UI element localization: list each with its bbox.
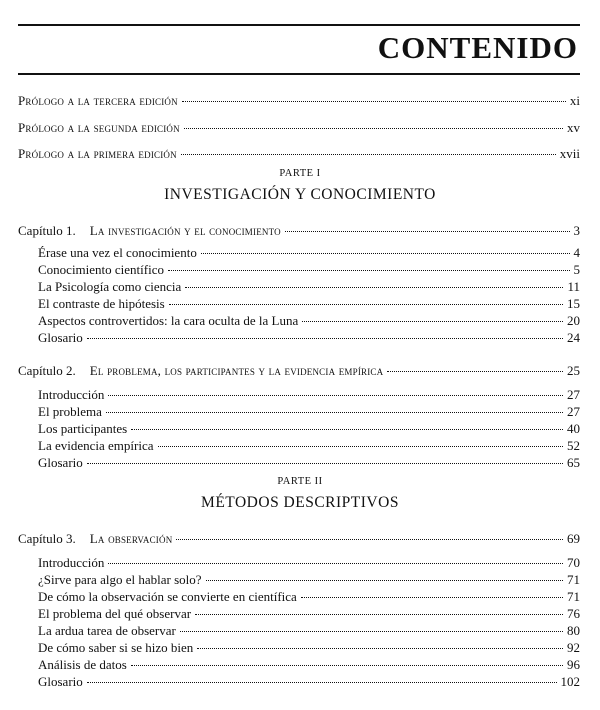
- dot-leader: [168, 269, 570, 271]
- toc-entry-page: 71: [567, 572, 580, 587]
- toc-chapter-2[interactable]: [18, 362, 580, 380]
- toc-entry-page: 76: [567, 606, 580, 621]
- dot-leader: [184, 127, 563, 129]
- toc-entry-page: xvii: [559, 146, 580, 161]
- toc-entry-label: Prólogo a la tercera edición: [18, 93, 178, 108]
- toc-entry-page: 96: [567, 657, 580, 672]
- toc-section-label: Glosario: [38, 330, 83, 345]
- toc-section-label: Los participantes: [38, 421, 128, 436]
- toc-entry-page: 27: [567, 387, 580, 402]
- top-rule: [18, 24, 580, 26]
- dot-leader: [106, 411, 563, 413]
- toc-section[interactable]: [38, 454, 580, 472]
- toc-entry-page: 80: [567, 623, 580, 638]
- toc-entry-page: 24: [567, 330, 580, 345]
- dot-leader: [197, 647, 563, 649]
- toc-section[interactable]: [38, 295, 580, 313]
- toc-entry-prologue-first[interactable]: [18, 145, 580, 163]
- toc-section-label: El problema: [38, 404, 102, 419]
- toc-section-label: De cómo saber si se hizo bien: [38, 640, 194, 655]
- part-title: INVESTIGACIÓN Y CONOCIMIENTO: [164, 186, 436, 203]
- dot-leader: [87, 681, 557, 683]
- toc-chapter-1[interactable]: [18, 222, 580, 240]
- toc-section-label: ¿Sirve para algo el hablar solo?: [38, 572, 202, 587]
- toc-section[interactable]: [38, 312, 580, 330]
- toc-section[interactable]: [38, 386, 580, 404]
- dot-leader: [158, 445, 564, 447]
- toc-section-label: La ardua tarea de observar: [38, 623, 176, 638]
- toc-section-label: El contraste de hipótesis: [38, 296, 165, 311]
- chapter-number: Capítulo 2.: [18, 363, 76, 378]
- toc-entry-prologue-third[interactable]: [18, 92, 580, 110]
- toc-section[interactable]: [38, 656, 580, 674]
- part-label: PARTE II: [277, 476, 323, 487]
- toc-entry-page: 71: [567, 589, 580, 604]
- toc-section[interactable]: [38, 571, 580, 589]
- toc-entry-page: 3: [573, 223, 580, 238]
- toc-section-label: Introducción: [38, 555, 105, 570]
- toc-section-label: Glosario: [38, 455, 83, 470]
- dot-leader: [301, 596, 563, 598]
- toc-section-label: Aspectos controvertidos: la cara oculta de la Luna: [38, 313, 299, 328]
- toc-entry-page: 69: [567, 531, 580, 546]
- part-title: MÉTODOS DESCRIPTIVOS: [201, 494, 399, 511]
- toc-section[interactable]: [38, 437, 580, 455]
- toc-entry-page: 40: [567, 421, 580, 436]
- toc-entry-page: 20: [567, 313, 580, 328]
- dot-leader: [181, 153, 556, 155]
- toc-section-label: Introducción: [38, 387, 105, 402]
- dot-leader: [206, 579, 563, 581]
- toc-entry-page: 27: [567, 404, 580, 419]
- toc-section[interactable]: [38, 639, 580, 657]
- part-label: PARTE I: [279, 168, 321, 179]
- toc-chapter-3[interactable]: [18, 530, 580, 548]
- toc-entry-page: 70: [567, 555, 580, 570]
- toc-entry-label: Prólogo a la segunda edición: [18, 120, 180, 135]
- toc-section[interactable]: [38, 605, 580, 623]
- toc-entry-page: 102: [560, 674, 580, 689]
- toc-entry-page: 65: [567, 455, 580, 470]
- toc-section-label: El problema del qué observar: [38, 606, 192, 621]
- toc-entry-page: xv: [567, 120, 580, 135]
- chapter-title: La investigación y el conocimiento: [89, 223, 281, 238]
- toc-section[interactable]: [38, 554, 580, 572]
- chapter-title: La observación: [89, 531, 173, 546]
- toc-entry-prologue-second[interactable]: [18, 119, 580, 137]
- dot-leader: [131, 428, 563, 430]
- chapter-number: Capítulo 3.: [18, 531, 76, 546]
- toc-entry-page: 92: [567, 640, 580, 655]
- toc-entry-page: 52: [567, 438, 580, 453]
- page-title: CONTENIDO: [377, 30, 578, 65]
- dot-leader: [201, 252, 570, 254]
- toc-section-label: La evidencia empírica: [38, 438, 154, 453]
- chapter-number: Capítulo 1.: [18, 223, 76, 238]
- toc-section[interactable]: [38, 329, 580, 347]
- dot-leader: [176, 538, 563, 540]
- toc-section[interactable]: [38, 588, 580, 606]
- toc-section[interactable]: [38, 278, 580, 296]
- toc-section-label: Érase una vez el conocimiento: [38, 245, 197, 260]
- dot-leader: [108, 394, 563, 396]
- toc-entry-page: 4: [573, 245, 580, 260]
- toc-entry-label: Prólogo a la primera edición: [18, 146, 177, 161]
- dot-leader: [87, 462, 563, 464]
- toc-entry-page: 11: [567, 279, 580, 294]
- toc-section[interactable]: [38, 673, 580, 691]
- dot-leader: [195, 613, 563, 615]
- dot-leader: [87, 337, 563, 339]
- toc-section-label: Glosario: [38, 674, 83, 689]
- dot-leader: [387, 370, 563, 372]
- title-rule: [18, 73, 580, 75]
- toc-section-label: Análisis de datos: [38, 657, 127, 672]
- toc-section[interactable]: [38, 403, 580, 421]
- dot-leader: [131, 664, 563, 666]
- toc-entry-page: 25: [567, 363, 580, 378]
- toc-section[interactable]: [38, 244, 580, 262]
- chapter-title: El problema, los participantes y la evidencia empírica: [89, 363, 384, 378]
- toc-section-label: La Psicología como ciencia: [38, 279, 182, 294]
- dot-leader: [185, 286, 563, 288]
- dot-leader: [302, 320, 563, 322]
- toc-section-label: De cómo la observación se convierte en científica: [38, 589, 297, 604]
- toc-section[interactable]: [38, 261, 580, 279]
- toc-entry-page: xi: [569, 93, 580, 108]
- toc-entry-page: 5: [573, 262, 580, 277]
- dot-leader: [169, 303, 563, 305]
- toc-entry-page: 15: [567, 296, 580, 311]
- toc-section-label: Conocimiento científico: [38, 262, 164, 277]
- dot-leader: [182, 100, 566, 102]
- toc-section[interactable]: [38, 420, 580, 438]
- dot-leader: [108, 562, 563, 564]
- dot-leader: [285, 230, 570, 232]
- dot-leader: [180, 630, 563, 632]
- toc-section[interactable]: [38, 622, 580, 640]
